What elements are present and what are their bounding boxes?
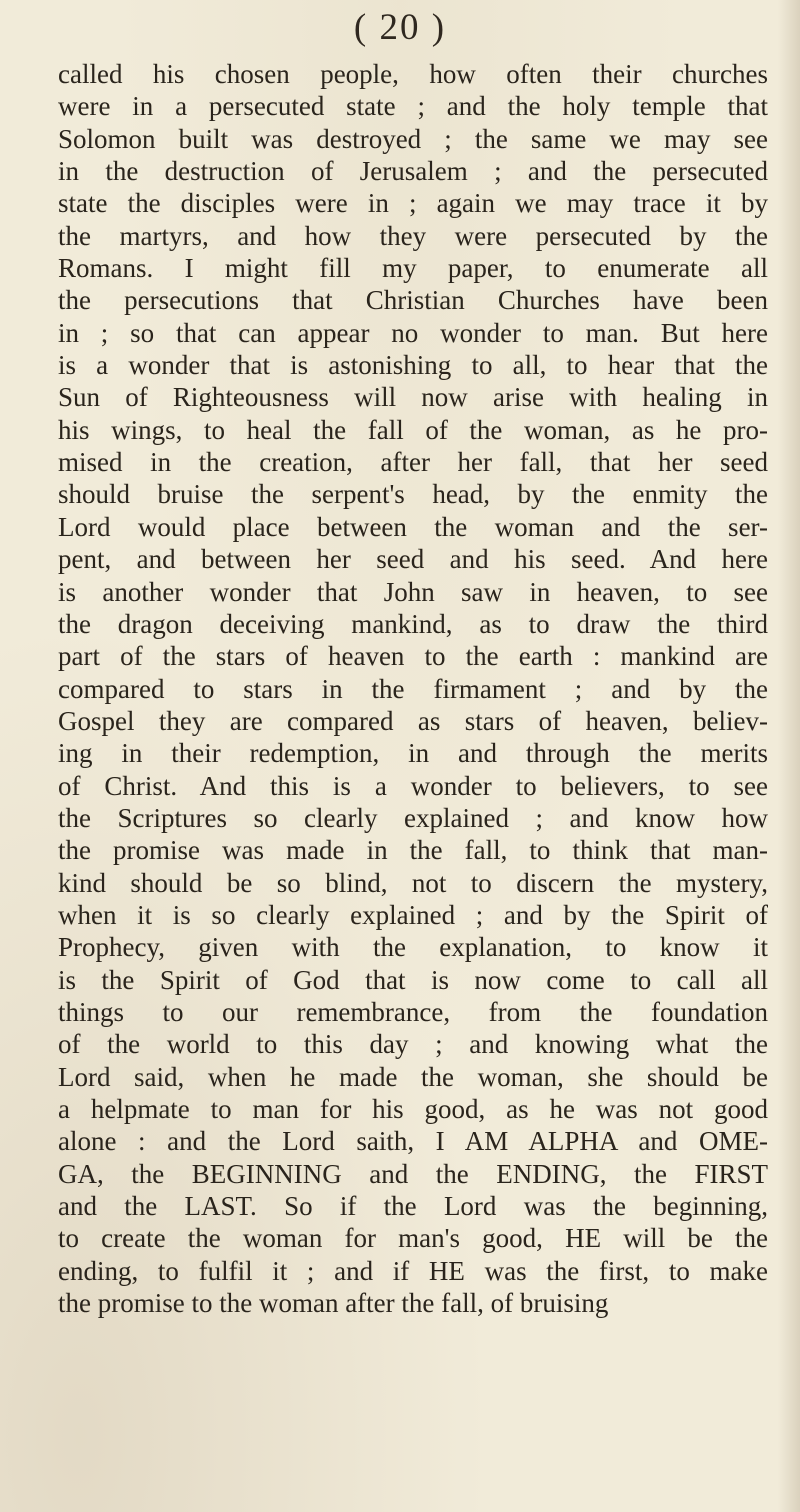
- text-line: things to our remembrance, from the foundation: [58, 996, 768, 1027]
- text-line: Sun of Righteousness will now arise with healing in: [58, 382, 768, 413]
- text-line: Lord said, when he made the woman, she should be: [58, 1061, 768, 1092]
- text-line: in ; so that can appear no wonder to man. But here: [58, 317, 768, 348]
- text-line: the persecutions that Christian Churches have been: [58, 285, 768, 316]
- text-line: of Christ. And this is a wonder to believers, to see: [58, 770, 768, 801]
- text-line: state the disciples were in ; again we may trace it by: [58, 188, 768, 219]
- text-line: alone : and the Lord saith, I AM ALPHA and OME-: [58, 1126, 768, 1157]
- text-line: in the destruction of Jerusalem ; and the persecuted: [58, 156, 768, 187]
- text-line: GA, the BEGINNING and the ENDING, the FIRST: [58, 1158, 768, 1189]
- text-line: Prophecy, given with the explanation, to know it: [58, 932, 768, 963]
- text-line: Lord would place between the woman and the ser-: [58, 511, 768, 542]
- text-line: is another wonder that John saw in heaven, to see: [58, 576, 768, 607]
- text-line: part of the stars of heaven to the earth : mankind are: [58, 641, 768, 672]
- text-line: of the world to this day ; and knowing what the: [58, 1029, 768, 1060]
- text-line: the dragon deceiving mankind, as to draw the third: [58, 608, 768, 639]
- text-line: Romans. I might fill my paper, to enumerate all: [58, 253, 768, 284]
- text-line: should bruise the serpent's head, by the enmity the: [58, 479, 768, 510]
- text-line: to create the woman for man's good, HE will be the: [58, 1223, 768, 1254]
- text-line: the promise was made in the fall, to think that man-: [58, 835, 768, 866]
- text-line: were in a persecuted state ; and the holy temple that: [58, 91, 768, 122]
- text-line: Solomon built was destroyed ; the same we may see: [58, 123, 768, 154]
- text-line: is a wonder that is astonishing to all, to hear that the: [58, 350, 768, 381]
- text-line: a helpmate to man for his good, as he was not good: [58, 1094, 768, 1124]
- text-line: Gospel they are compared as stars of heaven, believ-: [58, 705, 768, 736]
- text-line: his wings, to heal the fall of the woman, as he pro-: [58, 414, 768, 445]
- text-line: when it is so clearly explained ; and by the Spirit of: [58, 899, 768, 930]
- text-line: compared to stars in the firmament ; and by the: [58, 673, 768, 704]
- text-line: the martyrs, and how they were persecuted by the: [58, 220, 768, 251]
- page-number: ( 20 ): [353, 7, 447, 48]
- text-line: and the LAST. So if the Lord was the beginning,: [58, 1191, 768, 1222]
- text-line: ing in their redemption, in and through the merits: [58, 738, 768, 769]
- text-line: kind should be so blind, not to discern the mystery,: [58, 867, 768, 898]
- text-line: the Scriptures so clearly explained ; and know how: [58, 802, 768, 833]
- text-line: called his chosen people, how often their churches: [58, 59, 768, 89]
- text-line: mised in the creation, after her fall, that her seed: [58, 447, 768, 478]
- page-gutter-shadow: [778, 0, 800, 1512]
- text-line: pent, and between her seed and his seed. And here: [58, 544, 768, 575]
- text-line: ending, to fulfil it ; and if HE was the first, to make: [58, 1255, 768, 1286]
- text-line: is the Spirit of God that is now come to call all: [58, 964, 768, 995]
- text-line: the promise to the woman after the fall, of bruising: [58, 1288, 609, 1319]
- body-text: [58, 58, 768, 1319]
